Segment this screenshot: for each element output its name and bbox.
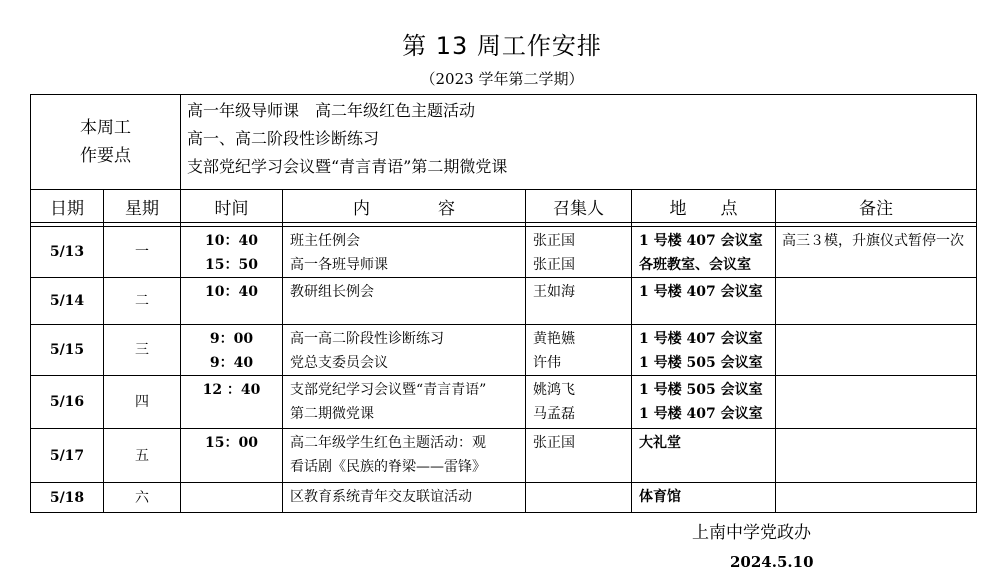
row-time: 15：00	[181, 429, 283, 483]
focus-items	[181, 95, 977, 190]
table-row	[31, 278, 977, 325]
focus-item: 支部党纪学习会议暨“青言青语”第二期微党课	[187, 157, 508, 176]
header-weekday: 星期	[104, 190, 181, 223]
row-location: 1 号楼 407 会议室 1 号楼 505 会议室	[632, 325, 776, 376]
focus-label	[31, 95, 181, 190]
row-note	[776, 483, 977, 513]
header-time: 时间	[181, 190, 283, 223]
row-date: 5/14	[31, 278, 104, 325]
row-date: 5/13	[31, 227, 104, 278]
table-row	[31, 376, 977, 429]
row-content: 高一高二阶段性诊断练习 党总支委员会议	[283, 325, 526, 376]
page-title: 第 13 周工作安排	[402, 32, 602, 60]
table-row	[31, 429, 977, 483]
row-weekday: 五	[104, 429, 181, 483]
row-content: 教研组长例会	[283, 278, 526, 325]
header-convener: 召集人	[526, 190, 632, 223]
row-note	[776, 325, 977, 376]
row-location: 1 号楼 505 会议室 1 号楼 407 会议室	[632, 376, 776, 429]
row-convener: 黄艳嬿 许伟	[526, 325, 632, 376]
row-weekday: 二	[104, 278, 181, 325]
row-location: 大礼堂	[632, 429, 776, 483]
row-note	[776, 429, 977, 483]
row-location: 1 号楼 407 会议室 各班教室、会议室	[632, 227, 776, 278]
row-note: 高三３模，升旗仪式暂停一次	[776, 227, 977, 278]
focus-item: 高一年级导师课 高二年级红色主题活动	[187, 101, 476, 120]
row-date: 5/15	[31, 325, 104, 376]
focus-row	[31, 95, 977, 190]
focus-label-line: 作要点	[80, 146, 131, 166]
schedule-table	[30, 94, 977, 513]
row-convener: 姚鸿飞 马孟磊	[526, 376, 632, 429]
row-content: 高二年级学生红色主题活动：观 看话剧《民族的脊梁——雷锋》	[283, 429, 526, 483]
row-time: 10：40 15：50	[181, 227, 283, 278]
header-date: 日期	[31, 190, 104, 223]
row-date: 5/16	[31, 376, 104, 429]
row-time: 12 ：40	[181, 376, 283, 429]
row-date: 5/18	[31, 483, 104, 513]
table-row	[31, 325, 977, 376]
focus-item: 高一、高二阶段性诊断练习	[187, 129, 380, 148]
row-convener: 张正国 张正国	[526, 227, 632, 278]
row-convener	[526, 483, 632, 513]
table-row	[31, 227, 977, 278]
header-note: 备注	[776, 190, 977, 223]
row-weekday: 三	[104, 325, 181, 376]
row-content: 区教育系统青年交友联谊活动	[283, 483, 526, 513]
row-date: 5/17	[31, 429, 104, 483]
issuing-office: 上南中学党政办	[692, 523, 811, 543]
row-convener: 张正国	[526, 429, 632, 483]
row-note	[776, 376, 977, 429]
row-time: 10：40	[181, 278, 283, 325]
row-time	[181, 483, 283, 513]
row-time: 9：00 9：40	[181, 325, 283, 376]
row-content: 支部党纪学习会议暨“青言青语” 第二期微党课	[283, 376, 526, 429]
row-location: 体育馆	[632, 483, 776, 513]
page-subtitle: （2023 学年第二学期）	[420, 70, 584, 88]
row-note	[776, 278, 977, 325]
table-row	[31, 483, 977, 513]
header-row	[31, 190, 977, 223]
row-location: 1 号楼 407 会议室	[632, 278, 776, 325]
row-convener: 王如海	[526, 278, 632, 325]
header-location: 地 点	[632, 190, 776, 223]
row-content: 班主任例会 高一各班导师课	[283, 227, 526, 278]
row-weekday: 六	[104, 483, 181, 513]
focus-label-line: 本周工	[80, 118, 131, 138]
row-weekday: 一	[104, 227, 181, 278]
issue-date: 2024.5.10	[730, 553, 814, 571]
header-content: 内 容	[283, 190, 526, 223]
row-weekday: 四	[104, 376, 181, 429]
